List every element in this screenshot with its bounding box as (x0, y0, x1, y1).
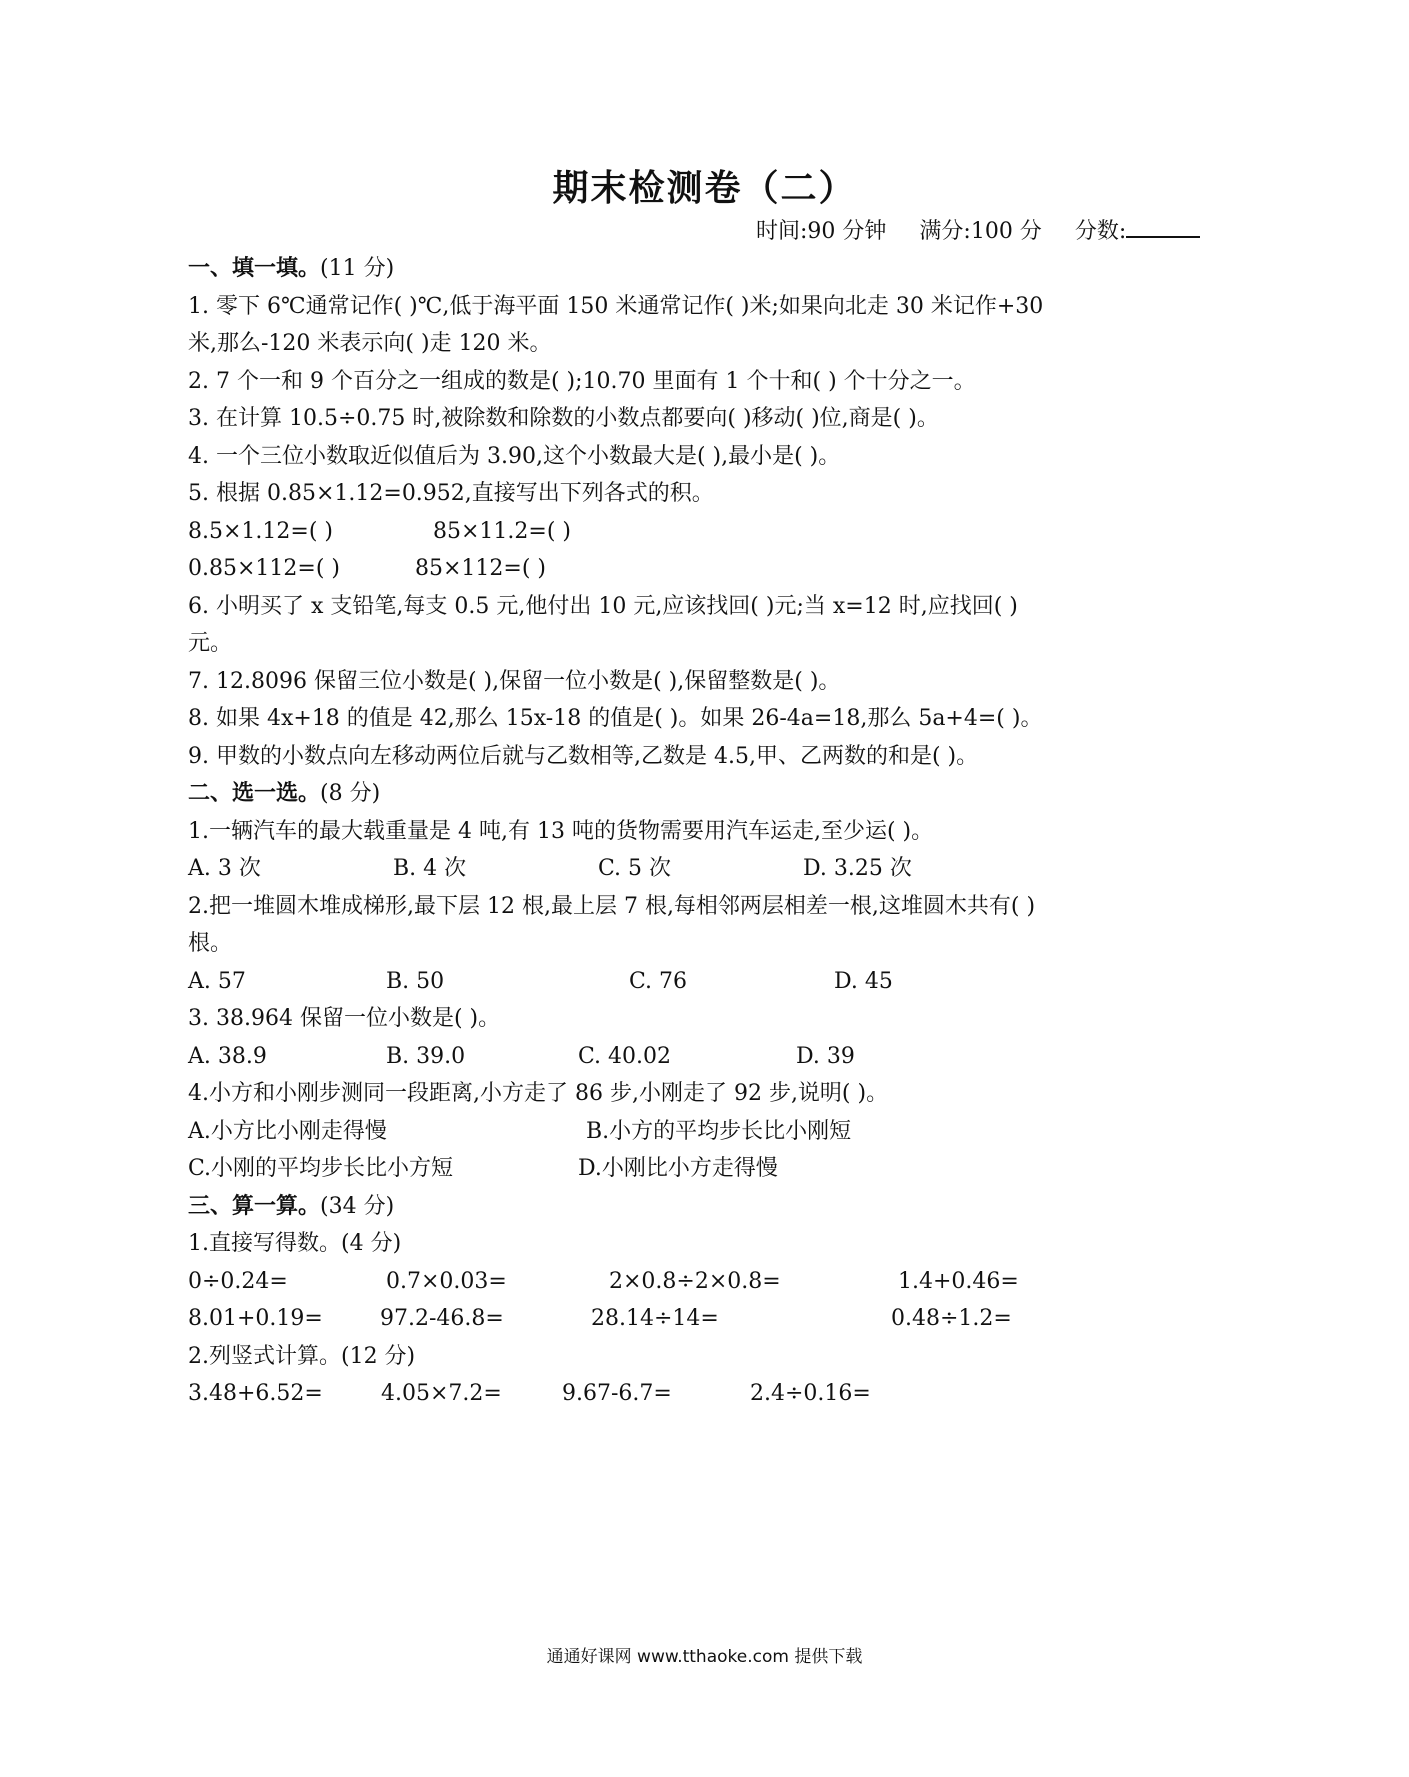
question-line: 4. 一个三位小数取近似值后为 3.90,这个小数最大是( ),最小是( )。 (188, 443, 841, 469)
section-2-heading: 二、选一选。(8 分) (188, 781, 381, 806)
option: C. 76 (629, 968, 688, 994)
question-line: 3. 38.964 保留一位小数是( )。 (188, 1006, 501, 1031)
question-line: 7. 12.8096 保留三位小数是( ),保留一位小数是( ),保留整数是( )。 (188, 668, 841, 694)
option: C.小刚的平均步长比小方短 (188, 1156, 454, 1181)
score-label: 分数: (1074, 219, 1127, 244)
page-title: 期末检测卷（二） (552, 168, 857, 209)
section-1-heading: 一、填一填。(11 分) (188, 256, 395, 281)
option: A. 57 (188, 968, 246, 994)
option: D. 45 (834, 968, 893, 994)
calc-item: 2.4÷0.16= (750, 1381, 871, 1406)
question-line: 2. 7 个一和 9 个百分之一组成的数是( );10.70 里面有 1 个十和( ) 个十分之一。 (188, 368, 976, 394)
option: D.小刚比小方走得慢 (578, 1156, 778, 1181)
calc-row (188, 1263, 1228, 1301)
options-row (188, 850, 1228, 888)
option: B. 39.0 (386, 1043, 466, 1069)
options-row (188, 1150, 1228, 1188)
options-row (188, 1113, 1228, 1151)
q5-row (188, 550, 1228, 588)
question-line: 5. 根据 0.85×1.12=0.952,直接写出下列各式的积。 (188, 481, 714, 506)
options-row (188, 963, 1228, 1001)
calc-item: 2×0.8÷2×0.8= (609, 1268, 781, 1294)
calc-item: 28.14÷14= (591, 1306, 719, 1331)
question-line: 3. 在计算 10.5÷0.75 时,被除数和除数的小数点都要向( )移动( )位,商是( )。 (188, 406, 939, 431)
full-score-label: 满分:100 分 (919, 219, 1042, 244)
question-line: 元。 (188, 631, 233, 656)
question-line: 8. 如果 4x+18 的值是 42,那么 15x-18 的值是( )。如果 26-4a=18,那么 5a+4=( )。 (188, 706, 1043, 731)
exam-meta (756, 214, 1236, 245)
calc-item: 97.2-46.8= (380, 1306, 504, 1331)
calc-item: 3.48+6.52= (188, 1381, 323, 1406)
calc-item: 0.48÷1.2= (891, 1306, 1012, 1331)
subquestion-line: 1.直接写得数。(4 分) (188, 1231, 402, 1256)
option: B. 4 次 (393, 856, 467, 881)
calc-item: 4.05×7.2= (381, 1381, 502, 1406)
question-line: 根。 (188, 931, 233, 956)
option: D. 3.25 次 (803, 856, 912, 881)
footer-source: 通通好课网 www.tthaoke.com 提供下载 (546, 1647, 863, 1667)
q5-row (188, 513, 1228, 551)
option: C. 5 次 (598, 856, 672, 881)
calc-item: 9.67-6.7= (562, 1381, 672, 1406)
question-line: 1.一辆汽车的最大载重量是 4 吨,有 13 吨的货物需要用汽车运走,至少运( )。 (188, 818, 934, 844)
question-line: 2.把一堆圆木堆成梯形,最下层 12 根,最上层 7 根,每相邻两层相差一根,这堆圆木共有( ) (188, 893, 1036, 919)
question-line: 4.小方和小刚步测同一段距离,小方走了 86 步,小刚走了 92 步,说明( )。 (188, 1081, 889, 1106)
q5-item: 8.5×1.12=( ) (188, 518, 333, 544)
calc-item: 1.4+0.46= (898, 1268, 1019, 1294)
option: A. 38.9 (188, 1043, 267, 1069)
calc-row (188, 1300, 1228, 1338)
option: B. 50 (386, 968, 445, 994)
options-row (188, 1038, 1228, 1076)
exam-content (188, 250, 1228, 1413)
calc-item: 0÷0.24= (188, 1268, 288, 1294)
option: A.小方比小刚走得慢 (188, 1118, 387, 1144)
question-line: 9. 甲数的小数点向左移动两位后就与乙数相等,乙数是 4.5,甲、乙两数的和是( )。 (188, 743, 979, 769)
option: B.小方的平均步长比小刚短 (586, 1118, 852, 1144)
subquestion-line: 2.列竖式计算。(12 分) (188, 1343, 416, 1369)
q5-item: 0.85×112=( ) (188, 556, 341, 581)
option: A. 3 次 (188, 856, 261, 881)
q5-item: 85×112=( ) (415, 556, 547, 581)
calc-row (188, 1375, 1228, 1413)
calc-item: 8.01+0.19= (188, 1306, 323, 1331)
q5-item: 85×11.2=( ) (433, 518, 572, 544)
question-line: 6. 小明买了 x 支铅笔,每支 0.5 元,他付出 10 元,应该找回( )元;当 x=12 时,应找回( ) (188, 593, 1018, 619)
calc-item: 0.7×0.03= (386, 1268, 507, 1294)
time-label: 时间:90 分钟 (756, 219, 887, 244)
option: C. 40.02 (578, 1043, 672, 1069)
option: D. 39 (796, 1043, 855, 1069)
section-3-heading: 三、算一算。(34 分) (188, 1193, 395, 1219)
question-line: 1. 零下 6℃通常记作( )℃,低于海平面 150 米通常记作( )米;如果向北走 30 米记作+30 (188, 293, 1044, 319)
question-line: 米,那么-120 米表示向( )走 120 米。 (188, 331, 552, 356)
score-blank (1126, 218, 1200, 238)
